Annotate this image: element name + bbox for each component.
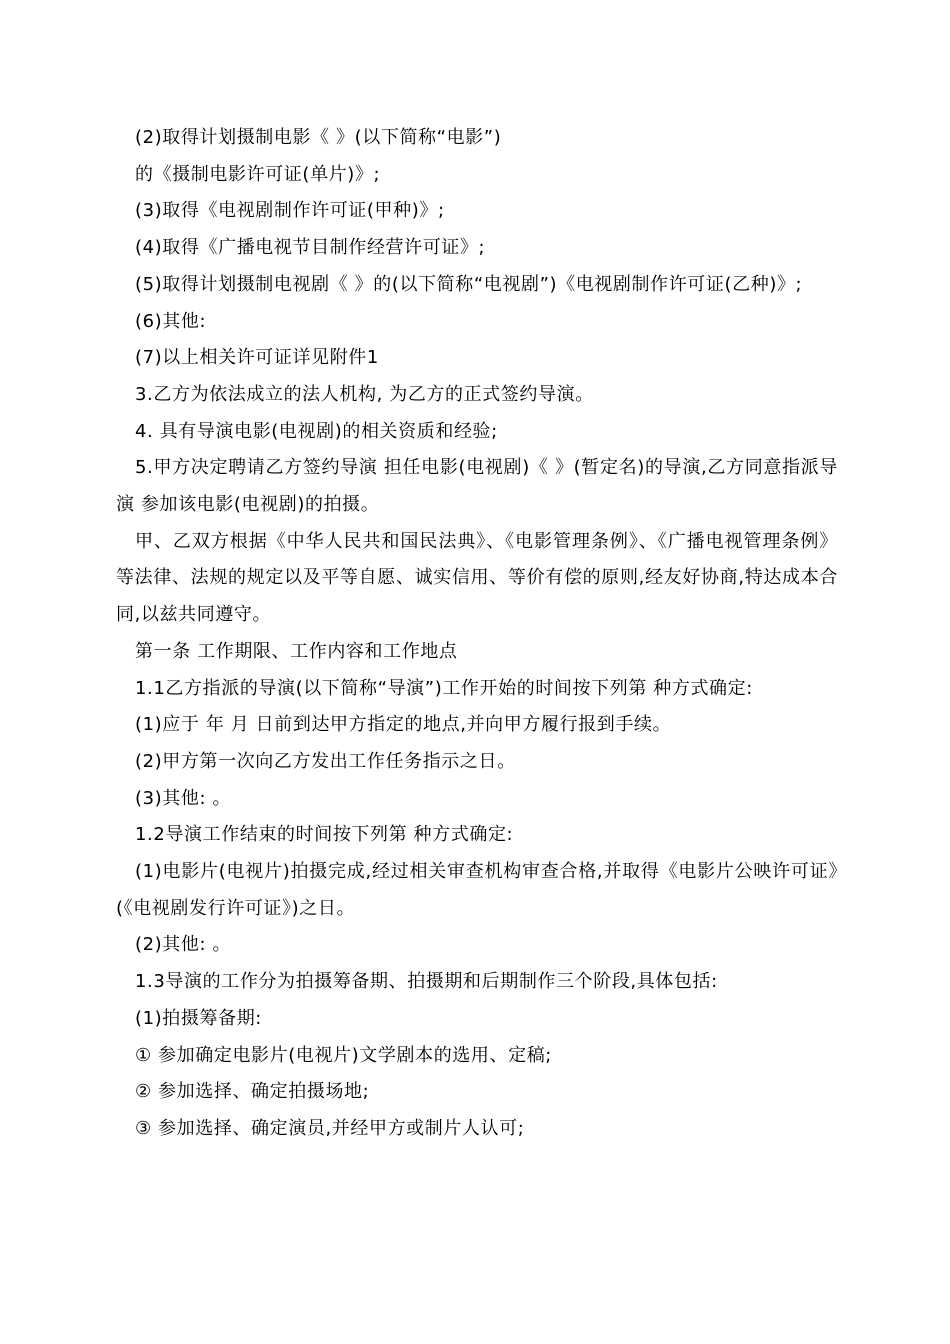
paragraph: (3)取得《电视剧制作许可证(甲种)》;: [135, 200, 445, 222]
paragraph: 4. 具有导演电影(电视剧)的相关资质和经验;: [135, 420, 498, 442]
paragraph: 的《摄制电影许可证(单片)》;: [135, 163, 381, 185]
paragraph: (3)其他: 。: [135, 787, 232, 809]
paragraph: (2)其他: 。: [135, 934, 232, 956]
paragraph: 3.乙方为依法成立的法人机构, 为乙方的正式签约导演。: [135, 383, 594, 405]
paragraph: 1.1乙方指派的导演(以下简称“导演”)工作开始的时间按下列第 种方式确定:: [135, 677, 753, 699]
paragraph: (6)其他:: [135, 310, 207, 332]
paragraph: 1.2导演工作结束的时间按下列第 种方式确定:: [135, 824, 514, 846]
paragraph: 甲、乙双方根据《中华人民共和国民法典》、《电影管理条例》、《广播电视管理条例》等法律、法规的规定以及平等自愿、诚实信用、等价有偿的原则,经友好协商,特达成本合同,以兹共同遵守。: [116, 530, 838, 626]
paragraph: 1.3导演的工作分为拍摄筹备期、拍摄期和后期制作三个阶段,具体包括:: [135, 971, 718, 993]
paragraph: (1)拍摄筹备期:: [135, 1007, 262, 1029]
list-item: ③ 参加选择、确定演员,并经甲方或制片人认可;: [135, 1117, 525, 1139]
paragraph: (1)电影片(电视片)拍摄完成,经过相关审查机构审查合格,并取得《电影片公映许可证》(《电视剧发行许可证》)之日。: [116, 861, 838, 919]
list-item: ① 参加确定电影片(电视片)文学剧本的选用、定稿;: [135, 1044, 552, 1066]
paragraph: (2)甲方第一次向乙方发出工作任务指示之日。: [135, 750, 516, 772]
section-heading: 第一条 工作期限、工作内容和工作地点: [135, 640, 458, 662]
paragraph: (1)应于 年 月 日前到达甲方指定的地点,并向甲方履行报到手续。: [135, 714, 672, 736]
document-body: [116, 120, 838, 1148]
paragraph: (2)取得计划摄制电影《 》(以下简称“电影”): [135, 127, 502, 148]
paragraph: (5)取得计划摄制电视剧《 》的(以下简称“电视剧”)《电视剧制作许可证(乙种)》;: [135, 273, 803, 295]
paragraph: (7)以上相关许可证详见附件1: [135, 347, 379, 369]
paragraph: 5.甲方决定聘请乙方签约导演 担任电影(电视剧)《 》(暂定名)的导演,乙方同意指派导演 参加该电影(电视剧)的拍摄。: [116, 457, 838, 516]
list-item: ② 参加选择、确定拍摄场地;: [135, 1081, 370, 1103]
paragraph: (4)取得《广播电视节目制作经营许可证》;: [135, 237, 486, 259]
